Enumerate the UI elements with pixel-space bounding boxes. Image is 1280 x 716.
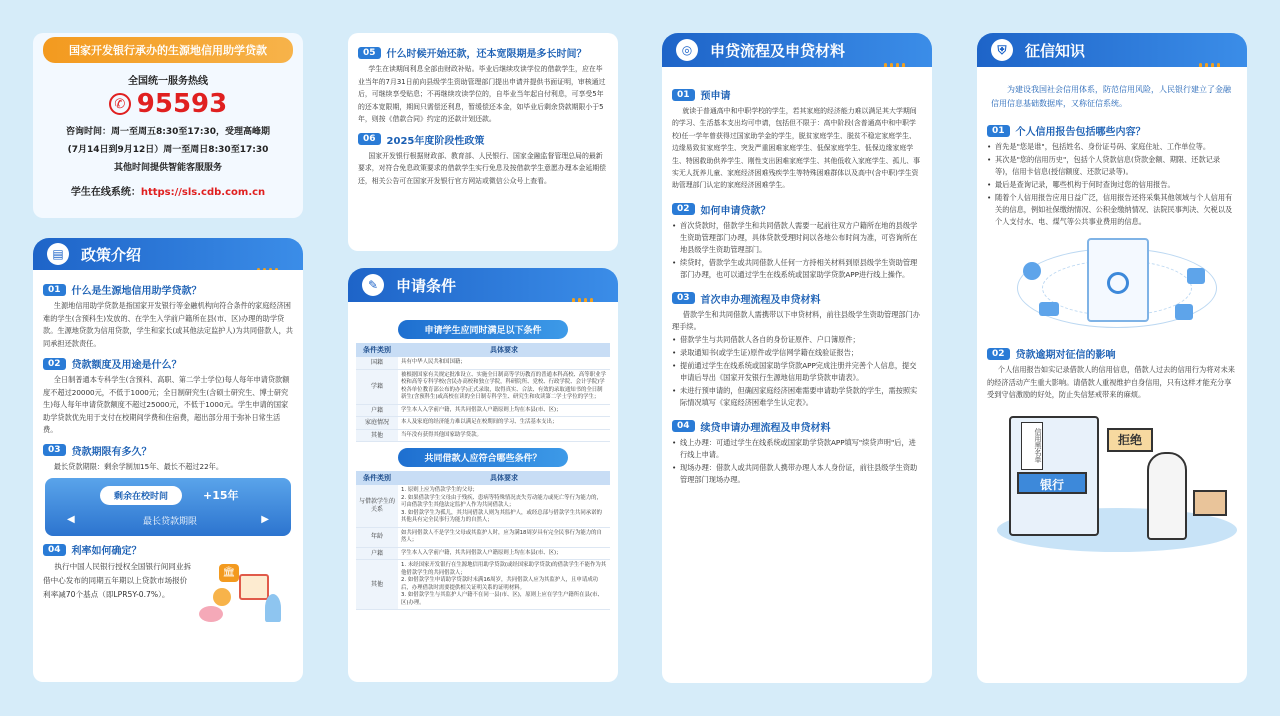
list-item: • 借款学生与共同借款人各自的身份证原件、户口簿原件； [672,334,922,346]
column-header: 具体要求 [398,343,610,357]
section-number: 02 [987,348,1010,360]
column-header: 具体要求 [398,471,610,485]
section-text: 最长贷款期限：剩余学制加15年、最长不超过22年。 [53,461,224,471]
condition-requirement: 如共同借款人不是学生父母或其监护人时，应为满18周岁具有完全民事行为能力的自然人； [398,527,610,547]
conditions-card [348,302,618,682]
section-number: 04 [672,420,695,432]
section-number: 01 [987,125,1010,137]
bank-icon: 🏛 [219,564,239,582]
credit-banner [977,33,1247,67]
section-title: 如何申请贷款？ [700,205,771,217]
hotline-label: 全国统一服务热线 [128,76,208,87]
service-hours-3: 其他时间提供智能客服服务 [113,163,222,173]
section-title: 什么时候开始还款，还本宽限期是多长时间？ [386,49,587,60]
section-number: 02 [672,203,695,215]
condition-category: 年龄 [356,527,398,547]
co-borrower-conditions-table [356,471,610,610]
condition-requirement: 本人及家庭的经济能力难以满足在校期间的学习、生活基本支出； [398,417,610,430]
table-row [356,429,610,442]
term-plus: +15年 [203,489,239,502]
table1-title: 申请学生应同时满足以下条件 [398,320,568,339]
section-title: 贷款期限有多久？ [71,446,152,458]
list-item: • 录取通知书(或学生证)原件或学信网学籍在线验证报告； [672,347,922,359]
site-label: 学生在线系统： [70,187,141,198]
condition-requirement: 具有中华人民共和国国籍； [398,357,610,369]
section-text: 执行中国人民银行授权全国银行间同业拆借中心发布的同期五年期以上贷款市场报价利率减70个基点（即LPR5Y-0.7%）。 [43,562,192,599]
bank-coins-illustration [193,560,293,630]
user-icon [1023,262,1041,280]
section-text: 就读于普通高中和中职学校的学生，若其家庭的经济能力难以满足其大学期间的学习、生活基本支出均可申请，包括但不限于：高中阶段(含普通高中和中职学校)任一学年曾获得过国家助学金的学生，脱贫家庭学生、脱贫不稳定家庭学生、边缘易致贫家庭学生、突发严重困难家庭学生、低保家庭学生、低保边缘家庭学生、特困救助供养学生、刚性支出困难家庭学生、其他低收入家庭学生、孤儿、事实无人抚养儿童、家庭经济困难残疾学生等特殊困难群体以及高中(含中职)学生资助管理部门认定的家庭经济困难学生。 [672,107,921,190]
condition-requirement: 学生本人入学前户籍，其共同借款人户籍原则上均在本县(市、区)； [398,404,610,417]
table-row [356,369,610,404]
repayment-card [348,33,618,251]
term-pill: 剩余在校时间 [100,486,182,505]
chart-icon [1175,304,1193,320]
condition-requirement: 当年没有获得其他国家助学贷款。 [398,429,610,442]
flow-banner [662,33,932,67]
section-title: 个人信用报告包括哪些内容？ [1015,127,1146,138]
list-item: • 线上办理：可通过学生在线系统或国家助学贷款APP填写"续贷声明"后，进行线上申请。 [672,437,922,461]
condition-category: 户籍 [356,547,398,560]
table-row [356,417,610,430]
flow-title: 申贷流程及申贷材料 [710,41,846,60]
coins-icon: ◎ [676,39,698,61]
table-row [356,404,610,417]
credit-title: 征信知识 [1025,41,1086,60]
conditions-banner [348,268,618,302]
shield-icon: ⛨ [991,39,1013,61]
section-title: 利率如何确定？ [71,546,142,557]
table-row [356,547,610,560]
section-number: 01 [672,89,695,101]
policy-title: 政策介绍 [81,245,142,264]
calendar-icon [1187,268,1205,284]
column-header: 条件类别 [356,471,398,485]
magnifier-icon [1107,272,1129,294]
section-number: 03 [672,292,695,304]
column-header: 条件类别 [356,343,398,357]
section-title: 贷款额度及用途是什么？ [71,360,182,371]
table-row [356,485,610,527]
phone-icon: ✆ [109,93,131,115]
section-text: 学生在读期间利息全部由财政补贴。毕业后继续攻读学位的借款学生，应在毕业当年的7月31日前向县级学生资助管理部门提出申请并提供书面证明，审核通过后，可继续享受贴息；不再继续攻读学位的，自毕业当年起自付利息，可享受5年的还本宽限期，期间只需偿还利息，暂缓偿还本金，如毕业后剩余贷款期限小于5年，则按《借款合同》约定的还款计划还款。 [358,65,606,123]
list-item: • 随着个人信用报告应用日益广泛，信用报告还将采集其他领域与个人信用有关的信息，例如社保缴纳情况、公积金缴纳情况、法院民事判决、欠税以及个人支付水、电、煤气等公共事业费用的信息。 [987,192,1237,228]
condition-requirement: 1. 未经国家开发银行在生源地信用助学贷款(或经国家助学贷款)的借款学生不能作为其他借款学生的共同借款人； 2. 如借款学生申请助学贷款时未满16周岁，共同借款人应为其监护人，且申请成功后，办理借款时需要提供相关证明关系的证明材料。 3. 如借款学生与其监护人户籍不在同一县(市、区)，原则上应在学生户籍所在县(市、区)办理。 [398,560,610,610]
credit-card [977,67,1247,683]
section-title: 什么是生源地信用助学贷款？ [71,286,202,297]
list-item: • 未进行预申请的，但确因家庭经济困难需要申请助学贷款的学生，需按照实际情况填写《家庭经济困难学生认定表》。 [672,385,922,409]
policy-banner [33,238,303,270]
list-item: • 续贷时，借款学生或共同借款人任何一方持相关材料到原县级学生资助管理部门办理，也可以通过学生在线系统或国家助学贷款APP进行线上操作。 [672,257,922,281]
box-icon [1193,490,1227,516]
list-item: • 提前通过学生在线系统或国家助学贷款APP完成注册并完善个人信息，提交申请后导出《国家开发银行生源地信用助学贷款申请表》。 [672,360,922,384]
list-item: • 其次是"您的信用历史"，包括个人贷款信息(贷款金额、期限、还款记录等)，信用卡信息(授信额度、还款记录等)。 [987,154,1237,178]
service-hours-2: (7月14日到9月12日）周一至周日8:30至17:30 [67,145,269,155]
condition-category: 国籍 [356,357,398,369]
list-item: • 现场办理：借款人或共同借款人携带办理人本人身份证，前往县级学生资助管理部门现场办理。 [672,462,922,486]
person-figure [1147,452,1187,540]
arrow-right-icon: ▶ [261,514,269,525]
condition-category: 户籍 [356,404,398,417]
coin-stack-icon [213,588,231,606]
table-row [356,560,610,610]
blacklist-note: 信用黑名单 [1021,422,1043,470]
calendar-icon [239,574,269,600]
section-text: 个人信用报告如实记录借款人的信用信息，借款人过去的信用行为将对未来的经济活动产生重大影响。请借款人重视维护自身信用，只有这样才能充分享受到守信激励的好处，防止失信惩戒带来的麻烦。 [987,365,1235,399]
list-item: • 首次贷款时，借款学生和共同借款人需要一起前往双方户籍所在地的县级学生资助管理部门办理，具体贷款受理时间以各地公布时间为准，可咨询所在地县级学生资助管理部门。 [672,220,922,256]
section-number: 06 [358,133,381,145]
section-number: 03 [43,444,66,456]
pen-icon: ✎ [362,274,384,296]
card-icon [1039,302,1059,316]
list-item: • 首先是"您是谁"，包括姓名、身份证号码、家庭住址、工作单位等。 [987,141,1237,153]
condition-requirement: 学生本人入学前户籍，其共同借款人户籍原则上均在本县(市、区)； [398,547,610,560]
table2-title: 共同借款人应符合哪些条件？ [398,448,568,467]
table-row [356,527,610,547]
loan-term-diagram [45,478,291,536]
document-icon: ▤ [47,243,69,265]
section-title: 2025年度阶段性政策 [386,135,485,147]
section-number: 02 [43,358,66,370]
list-item: • 最后是查询记录，哪些机构于何时查询过您的信用报告。 [987,179,1237,191]
section-text: 全日制普通本专科学生(含预科、高职、第二学士学位)每人每年申请贷款额度不超过20000元，不低于1000元；全日制研究生(含硕士研究生、博士研究生)每人每年申请贷款额度不超过25000元，不低于1000元。学生申请的国家助学贷款优先用于支付在校期间学费和住宿费，超出部分用于弥补日常生活费。 [43,375,290,434]
bank-sign: 银行 [1017,472,1087,494]
section-text: 国家开发银行根据财政部、教育部、人民银行、国家金融监督管理总局的最新要求，对符合免息政策要求的借款学生实行免息及按借款学生意愿办理本金延期偿还，相关公告可在国家开发银行官方网站或微信公众号上查看。 [358,151,607,185]
condition-requirement: 被根据国家有关规定批准设立、实施全日制高等学历教育的普通本科高校、高等职业学校和高等专科学校(含民办高校和独立学院，科研院所、党校、行政学院、会计学院)学校各单位教育部公布的办学)正式录取，取得真实、合法、有效的录取通知书的全日制新生(含预科生)或高校在读的全日制专科学生、研究生和攻读第二学士学位的学生； [398,369,610,404]
section-number: 05 [358,47,381,59]
contact-card [33,33,303,218]
credit-intro: 为建设我国社会信用体系，防范信用风险，人民银行建立了金融信用信息基础数据库，又称征信系统。 [991,85,1231,108]
condition-category: 其他 [356,429,398,442]
section-title: 续贷申请办理流程及申贷材料 [700,422,831,434]
section-text: 生源地信用助学贷款是指国家开发银行等金融机构向符合条件的家庭经济困难的学生(含预科生)发放的、在学生入学前户籍所在县(市、区)办理的助学贷款。生源地贷款为信用贷款，学生和家长(或其他法定监护人)为共同借款人，共同承担还款责任。 [43,301,293,348]
piggy-bank-icon [199,606,223,622]
policy-card [33,270,303,682]
section-number: 04 [43,544,66,556]
condition-category: 学籍 [356,369,398,404]
section-title: 贷款逾期对征信的影响 [1015,350,1116,361]
rejected-borrower-illustration [987,408,1237,558]
site-link[interactable]: https://sls.cdb.com.cn [140,187,266,198]
conditions-title: 申请条件 [396,276,457,295]
credit-report-illustration [987,232,1237,340]
plant-icon [265,594,281,622]
reject-sign: 拒绝 [1107,428,1153,452]
section-title: 预申请 [700,91,731,102]
condition-category: 家庭情况 [356,417,398,430]
condition-category: 其他 [356,560,398,610]
student-conditions-table [356,343,610,442]
hotline-number: 95593 [136,89,228,119]
service-hours-1: 咨询时间：周一至周五8:30至17:30，受理高峰期 [65,127,271,137]
section-text: 借款学生和共同借款人需携带以下申贷材料，前往县级学生资助管理部门办理手续。 [672,309,920,332]
condition-requirement: 1. 原则上应为借款学生的父母； 2. 如果借款学生父母由于残疾、患病等特殊情况丧失劳动能力或死亡等行为能力的，可由借款学生其他法定监护人作为共同借款人； 3. 如借款学生为孤儿，其共同借款人则为其监护人，或经总部与借款学生共同承诺的其他具有完全民事行为能力的自然人； [398,485,610,527]
contact-title: 国家开发银行承办的生源地信用助学贷款 [43,37,293,63]
table-row [356,357,610,369]
flow-card [662,67,932,683]
section-title: 首次申办理流程及申贷材料 [700,294,821,306]
condition-category: 与借款学生的关系 [356,485,398,527]
section-number: 01 [43,284,66,296]
term-max: 最长贷款期限 [143,517,198,527]
arrow-left-icon: ◀ [67,514,75,525]
